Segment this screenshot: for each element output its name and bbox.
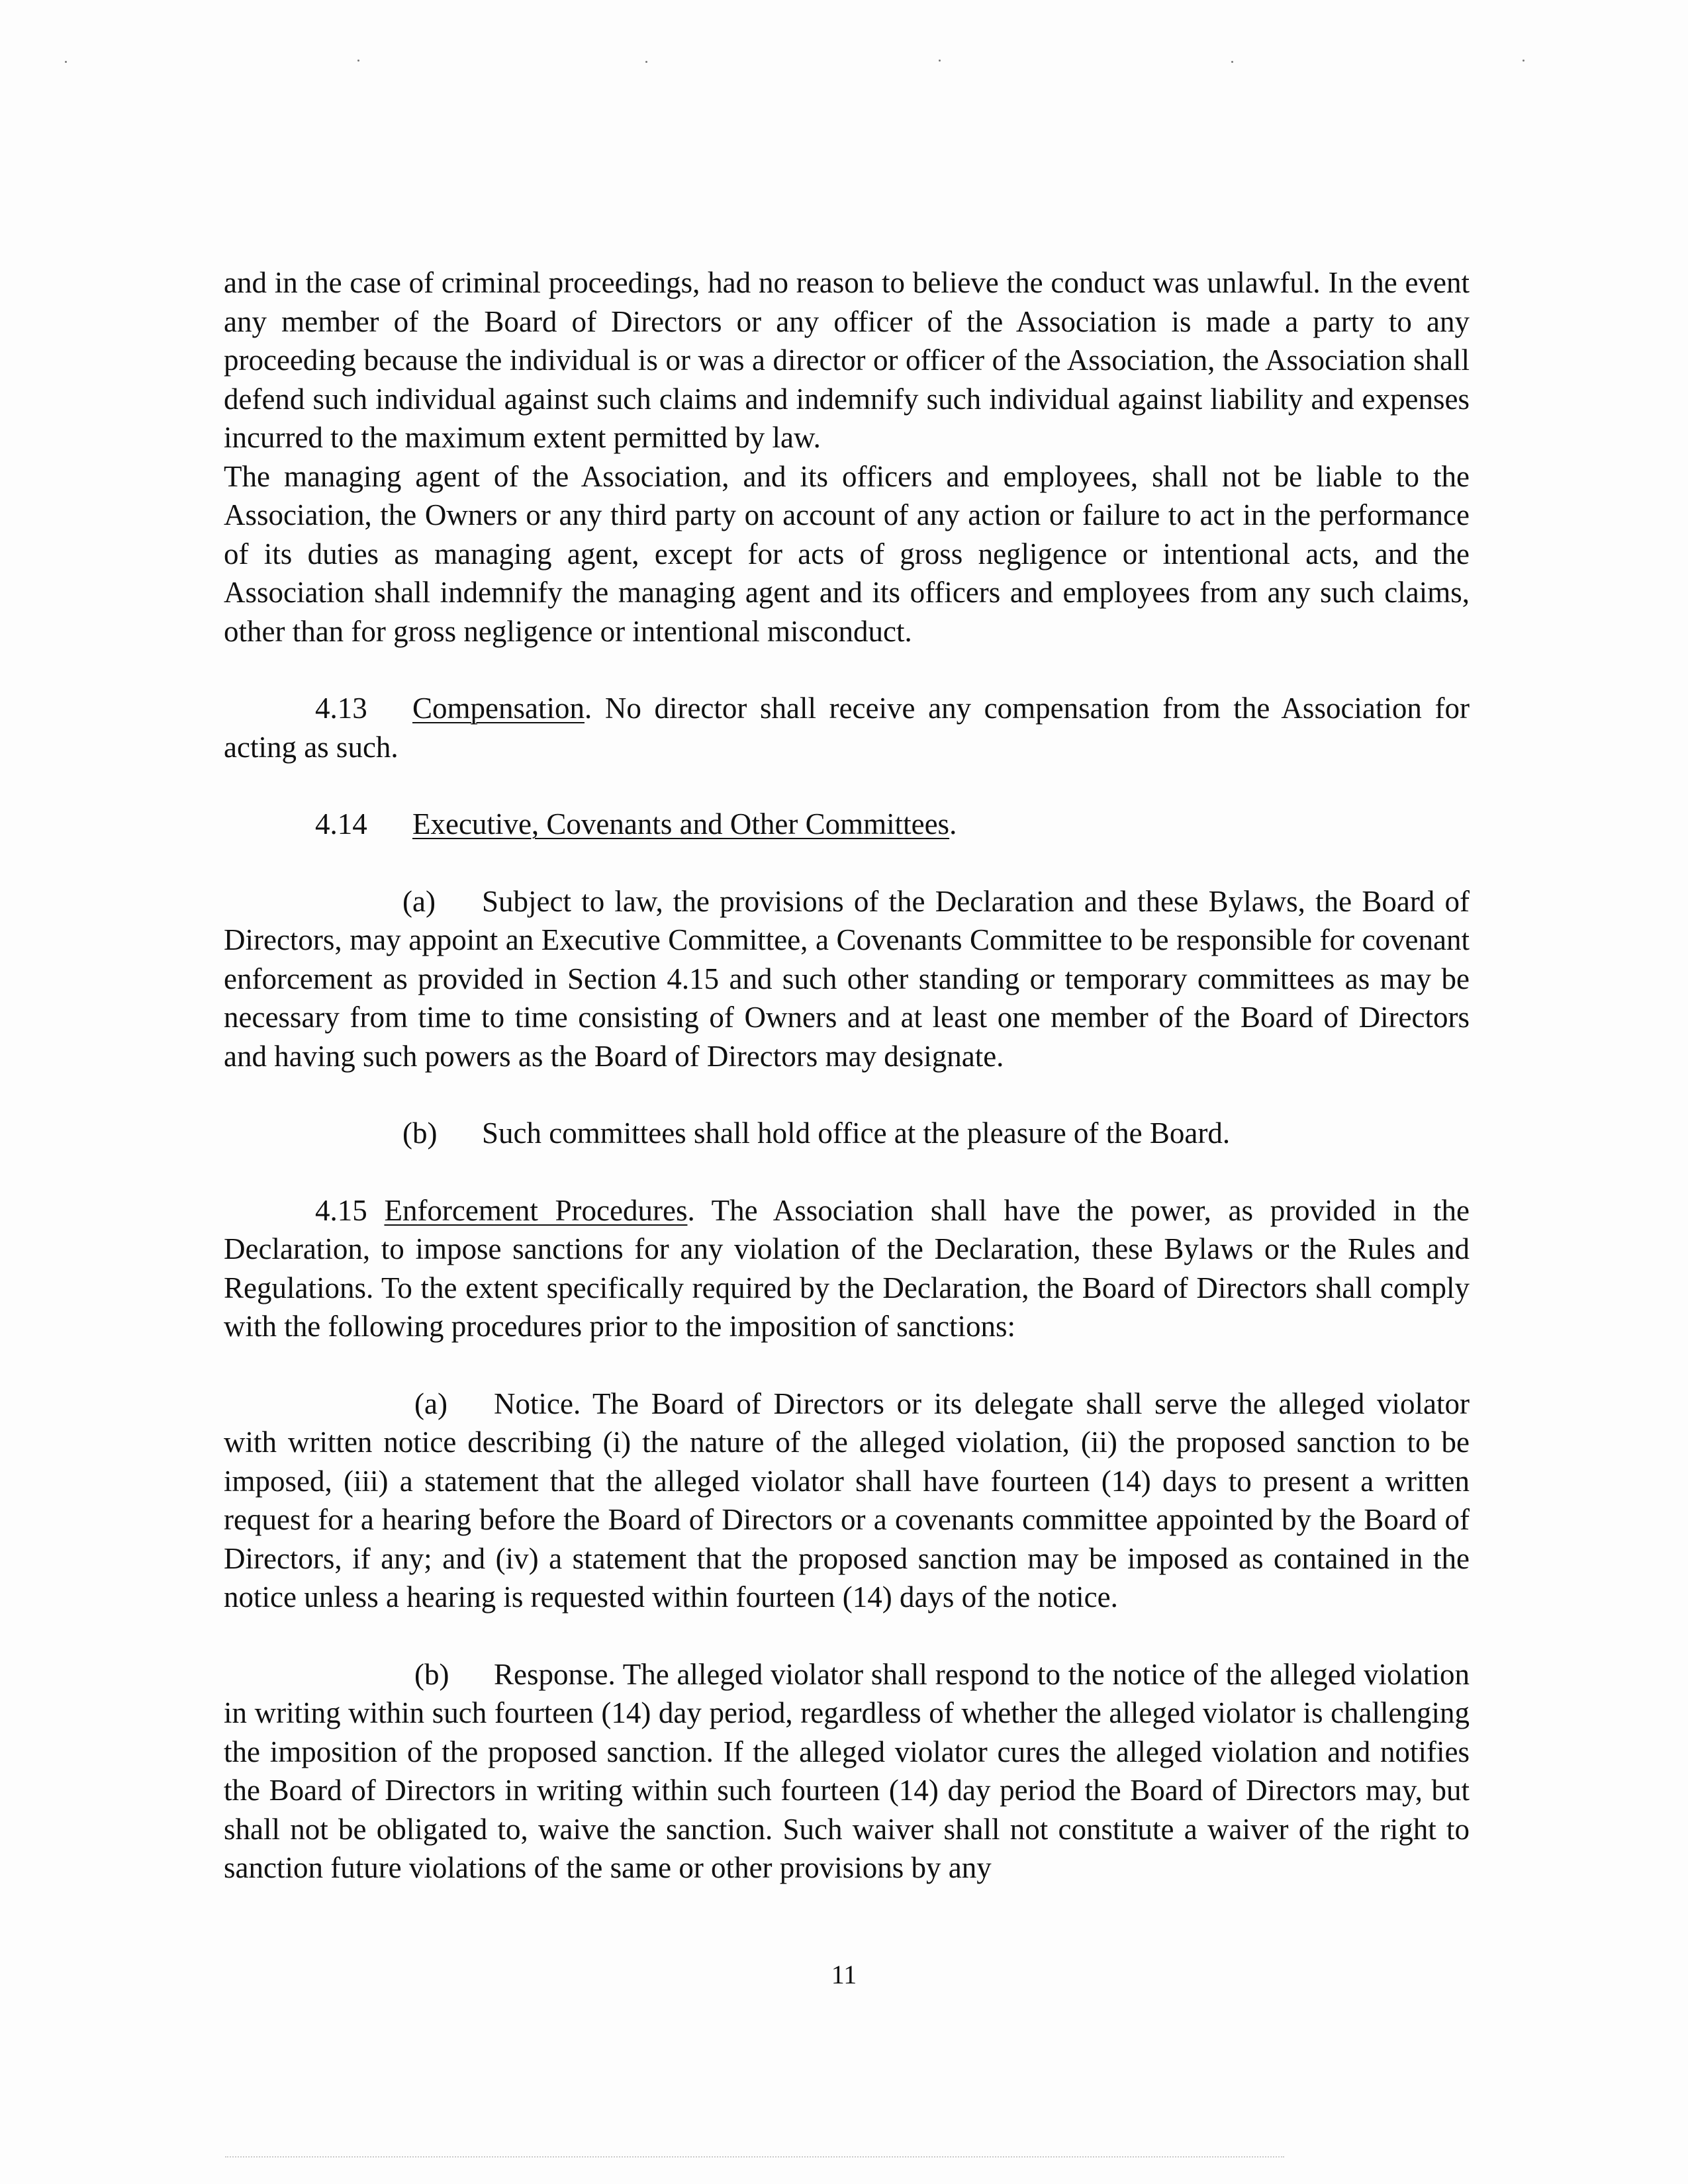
section-4-14-b (224, 1114, 1470, 1153)
subsection-label: (a) (402, 884, 436, 918)
section-number: 4.13 (315, 692, 367, 725)
subsection-text: Subject to law, the provisions of the Declaration and these Bylaws, the Board of Directors, may appoint an Executive Committee, a Covenants Committee to be responsible for covenant enforcement as provided in Section 4.15 and such other standing or temporary committees as may be necessary from time to time consisting of Owners and at least one member of the Board of Directors and having such powers as the Board of Directors may designate. (224, 884, 1470, 1073)
subsection-text: Such committees shall hold office at the pleasure of the Board. (482, 1116, 1231, 1150)
section-title: Executive, Covenants and Other Committees (412, 807, 950, 841)
section-title: Enforcement Procedures (384, 1193, 688, 1227)
subsection-label: (b) (402, 1116, 438, 1150)
scan-speck (645, 61, 647, 63)
subsection-text: Notice. The Board of Directors or its delegate shall serve the alleged violator with written notice describing (i) the nature of the alleged violation, (ii) the proposed sanction to be imposed, (iii) a statement that the alleged violator shall have fourteen (14) days to present a written request for a hearing before the Board of Directors or a covenants committee appointed by the Board of Directors, if any; and (iv) a statement that the proposed sanction may be imposed as contained in the notice unless a hearing is requested within fourteen (14) days of the notice. (224, 1387, 1470, 1614)
document-body (224, 263, 1470, 1888)
section-text: . No director shall receive any compensation from the Association for acting as such. (224, 692, 1470, 764)
section-4-15 (224, 1191, 1470, 1346)
scan-artifact (225, 2156, 1284, 2165)
section-title-suffix: . (949, 807, 957, 841)
scan-speck (65, 61, 67, 63)
scan-speck (1231, 61, 1233, 63)
subsection-label: (b) (414, 1657, 449, 1691)
scan-speck (1523, 60, 1524, 62)
subsection-label: (a) (414, 1387, 447, 1420)
section-4-13 (224, 689, 1470, 766)
scan-speck (357, 60, 359, 62)
section-title: Compensation (412, 692, 585, 725)
paragraph-indemnification: and in the case of criminal proceedings, had no reason to believe the conduct was unlawful. In the event any member of the Board of Directors or any officer of the Association is made a party to any proceeding because the individual is or was a director or officer of the Association, the Association shall defend such individual against such claims and indemnify such individual against liability and expenses incurred to the maximum extent permitted by law. (224, 266, 1470, 454)
subsection-text: Response. The alleged violator shall respond to the notice of the alleged violation in writing within such fourteen (14) day period, regardless of whether the alleged violator is challenging the imposition of the proposed sanction. If the alleged violator cures the alleged violation and notifies the Board of Directors in writing within such fourteen (14) day period the Board of Directors may, but shall not be obligated to, waive the sanction. Such waiver shall not constitute a waiver of the right to sanction future violations of the same or other provisions by any (224, 1657, 1470, 1884)
section-4-15-b (224, 1655, 1470, 1888)
page-number: 11 (831, 1960, 857, 1989)
scan-speck (939, 60, 941, 62)
section-text: . The Association shall have the power, as provided in the Declaration, to impose sanctions for any violation of the Declaration, these Bylaws or the Rules and Regulations. To the extent specifically required by the Declaration, the Board of Directors shall comply with the following procedures prior to the imposition of sanctions: (224, 1193, 1470, 1343)
section-number: 4.15 (315, 1193, 367, 1227)
paragraph-managing-agent: The managing agent of the Association, and its officers and employees, shall not be liable to the Association, the Owners or any third party on account of any action or failure to act in the performance of its duties as managing agent, except for acts of gross negligence or intentional acts, and the Association shall indemnify the managing agent and its officers and employees from any such claims, other than for gross negligence or intentional misconduct. (224, 459, 1470, 648)
section-4-14-heading (224, 805, 1470, 844)
section-number: 4.14 (315, 807, 367, 841)
section-4-14-a (224, 882, 1470, 1076)
section-4-15-a (224, 1385, 1470, 1617)
